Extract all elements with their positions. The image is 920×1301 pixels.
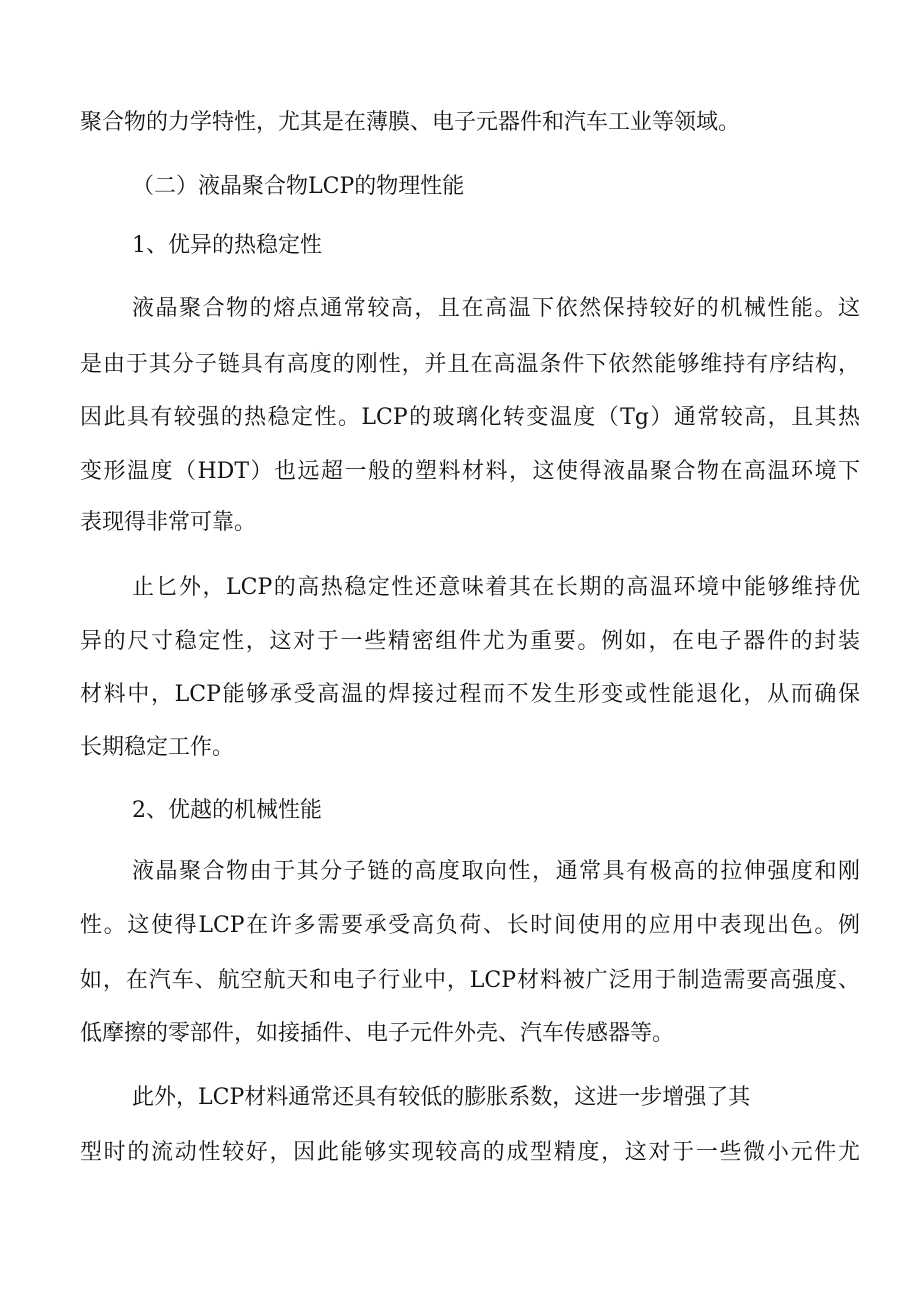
subsection-heading: 1、优异的热稳定性 xyxy=(132,233,322,258)
text-line: 此外，LCP材料通常还具有较低的膨胀系数，这进一步增强了其 xyxy=(132,1085,751,1110)
text-line: 低摩擦的零部件，如接插件、电子元件外壳、汽车传感器等。 xyxy=(80,1021,675,1046)
text-line: 聚合物的力学特性，尤其是在薄膜、电子元器件和汽车工业等领域。 xyxy=(80,110,741,135)
text-line: 表现得非常可靠。 xyxy=(80,510,257,535)
text-line: 止匕外，LCP的高热稳定性还意味着其在长期的高温环境中能够维持优 xyxy=(132,575,860,600)
text-line: 液晶聚合物由于其分子链的高度取向性，通常具有极高的拉伸强度和刚 xyxy=(132,859,860,884)
text-line: 材料中，LCP能够承受高温的焊接过程而不发生形变或性能退化，从而确保 xyxy=(80,682,860,707)
text-line: 异的尺寸稳定性，这对于一些精密组件尤为重要。例如，在电子器件的封装 xyxy=(80,629,860,654)
subsection-heading: 2、优越的机械性能 xyxy=(132,798,322,823)
text-line: 长期稳定工作。 xyxy=(80,735,235,760)
text-line: 性。这使得LCP在许多需要承受高负荷、长时间使用的应用中表现出色。例 xyxy=(80,913,860,938)
text-line: 型时的流动性较好，因此能够实现较高的成型精度，这对于一些微小元件尤 xyxy=(80,1140,860,1165)
text-line: 变形温度（HDT）也远超一般的塑料材料，这使得液晶聚合物在高温环境下 xyxy=(80,459,860,484)
text-line: 如，在汽车、航空航天和电子行业中，LCP材料被广泛用于制造需要高强度、 xyxy=(80,968,860,993)
text-line: 液晶聚合物的熔点通常较高，且在高温下依然保持较好的机械性能。这 xyxy=(132,296,860,321)
text-line: 是由于其分子链具有高度的刚性，并且在高温条件下依然能够维持有序结构， xyxy=(80,352,860,377)
section-heading: （二）液晶聚合物LCP的物理性能 xyxy=(132,174,465,199)
text-line: 因此具有较强的热稳定性。LCP的玻璃化转变温度（Tg）通常较高，且其热 xyxy=(80,405,860,430)
